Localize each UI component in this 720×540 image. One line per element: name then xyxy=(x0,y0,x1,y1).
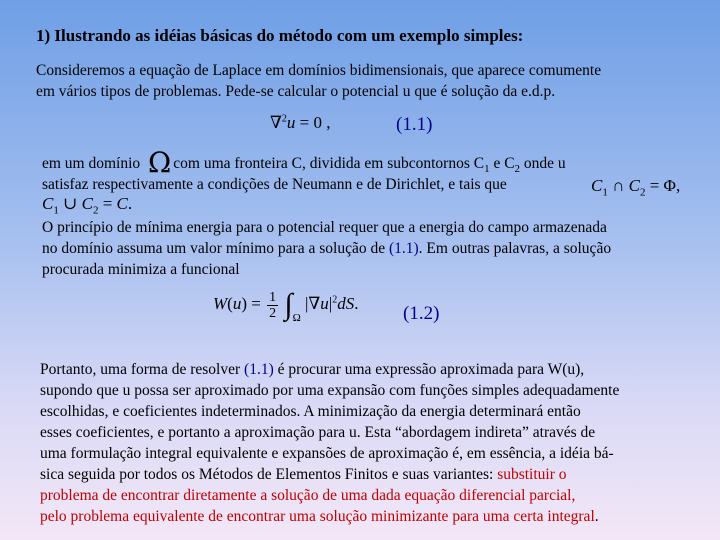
domain-line-2: satisfaz respectivamente a condições de Neumann e de Dirichlet, e tais que xyxy=(42,176,507,193)
intersection-formula: $C_1$ ∩ $C_2 = \Phi$, xyxy=(591,176,681,199)
equation-reference: (1.1) xyxy=(244,361,274,378)
equation-number-1-1: (1.1) xyxy=(396,114,433,135)
equation-number-1-2: (1.2) xyxy=(403,303,440,324)
one-half-fraction: $\frac{1}{2}$ xyxy=(269,289,277,321)
equation-functional: W(u) = $\frac{1}{2}$ $\int_\Omega$ $|\nabla u|^2dS$. xyxy=(213,288,359,324)
highlight-text: pelo problema equivalente de encontrar uma solução minimizante para uma certa integral xyxy=(40,508,595,525)
energy-paragraph: O princípio de mínima energia para o potencial requer que a energia do campo armazenada no domínio assuma um valor mínimo para a solução de (1.1). Em outras palavras, a solução procurada minimiza a funcional xyxy=(42,219,612,278)
page-title: 1) Ilustrando as idéias básicas do método com um exemplo simples: xyxy=(36,26,524,45)
equation-reference: (1.1) xyxy=(388,240,419,257)
intro-paragraph xyxy=(36,60,601,102)
conclusion-paragraph: Portanto, uma forma de resolver (1.1) é procurar uma expressão aproximada para W(u), supondo que u possa ser aproximado por uma expansão com funções simples adequadamente escolhidas, e coeficientes indeterminados. A minimização da energia determinará então esses coeficientes, e portanto a aproximação para u. Esta “abordagem indireta” através de uma formulação integral equivalente e expansões de aproximação é, em essência, a idéia bá- sica seguida por todos os Métodos de Elementos Finitos e suas variantes: substituir o problema de encontrar diretamente a solução de uma dada equação diferencial parcial, pelo problema equivalente de encontrar uma solução minimizante para uma certa integral. xyxy=(40,361,620,525)
highlight-text: problema de encontrar diretamente a solução de uma dada equação diferencial parcial, xyxy=(40,487,576,504)
equation-laplace: ∇$^2$u = 0 , xyxy=(270,113,331,132)
highlight-text: substituir o xyxy=(497,466,567,483)
domain-line-1: em um domínio Ω com uma fronteira C, dividida em subcontornos $C_1$ e $C_2$ onde u xyxy=(42,146,566,179)
intro-line-2: em vários tipos de problemas. Pede-se calcular o potencial u que é solução da e.d.p. xyxy=(36,83,556,100)
intro-line-1: Consideremos a equação de Laplace em domínios bidimensionais, que aparece comumente xyxy=(36,62,602,79)
union-formula: $C_1$ ∪ $C_2 = C$. xyxy=(42,194,133,217)
omega-symbol: Ω xyxy=(148,146,172,179)
